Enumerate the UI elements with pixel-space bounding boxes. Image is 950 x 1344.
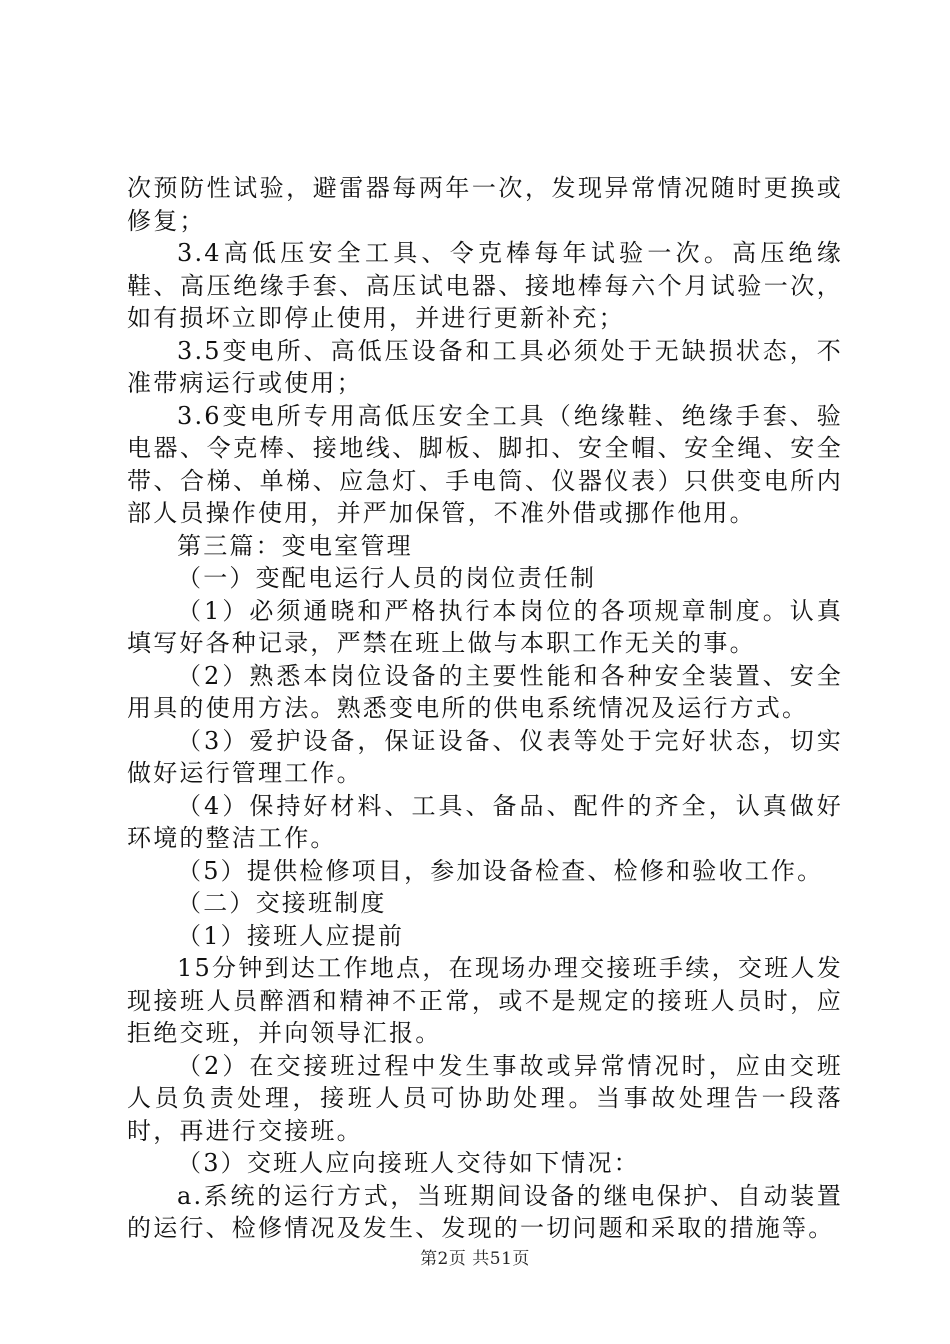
document-body	[127, 172, 843, 1245]
subsection-heading: （一）变配电运行人员的岗位责任制	[177, 564, 597, 592]
section-heading: 第三篇：变电室管理	[177, 531, 413, 560]
paragraph: 3.5变电所、高低压设备和工具必须处于无缺损状态，不准带病运行或使用；	[127, 336, 843, 397]
paragraph: （3）爱护设备，保证设备、仪表等处于完好状态，切实做好运行管理工作。	[127, 726, 843, 787]
subsection-heading: （二）交接班制度	[177, 889, 387, 917]
paragraph: （3）交班人应向接班人交待如下情况：	[177, 1149, 640, 1177]
page-number-footer: 第2页 共51页	[420, 1249, 530, 1269]
paragraph: （1）接班人应提前	[177, 921, 405, 950]
paragraph: 3.4高低压安全工具、令克棒每年试验一次。高压绝缘鞋、高压绝缘手套、高压试电器、接地棒每六个月试验一次，如有损坏立即停止使用，并进行更新补充；	[127, 239, 843, 332]
paragraph: 次预防性试验，避雷器每两年一次，发现异常情况随时更换或修复；	[127, 174, 843, 235]
paragraph: （4）保持好材料、工具、备品、配件的齐全，认真做好环境的整洁工作。	[127, 791, 843, 852]
paragraph: （5）提供检修项目，参加设备检查、检修和验收工作。	[177, 856, 824, 885]
paragraph: 15分钟到达工作地点，在现场办理交接班手续，交班人发现接班人员醉酒和精神不正常，或不是规定的接班人员时，应拒绝交班，并向领导汇报。	[127, 954, 843, 1047]
paragraph: （2）熟悉本岗位设备的主要性能和各种安全装置、安全用具的使用方法。熟悉变电所的供电系统情况及运行方式。	[127, 661, 843, 722]
paragraph: （1）必须通晓和严格执行本岗位的各项规章制度。认真填写好各种记录，严禁在班上做与本职工作无关的事。	[127, 596, 843, 657]
paragraph: a.系统的运行方式，当班期间设备的继电保护、自动装置的运行、检修情况及发生、发现的一切问题和采取的措施等。	[127, 1181, 843, 1242]
paragraph: （2）在交接班过程中发生事故或异常情况时，应由交班人员负责处理，接班人员可协助处理。当事故处理告一段落时，再进行交接班。	[127, 1051, 843, 1145]
paragraph: 3.6变电所专用高低压安全工具（绝缘鞋、绝缘手套、验电器、令克棒、接地线、脚板、脚扣、安全帽、安全绳、安全带、合梯、单梯、应急灯、手电筒、仪器仪表）只供变电所内部人员操作使用，并严加保管，不准外借或挪作他用。	[127, 401, 843, 527]
